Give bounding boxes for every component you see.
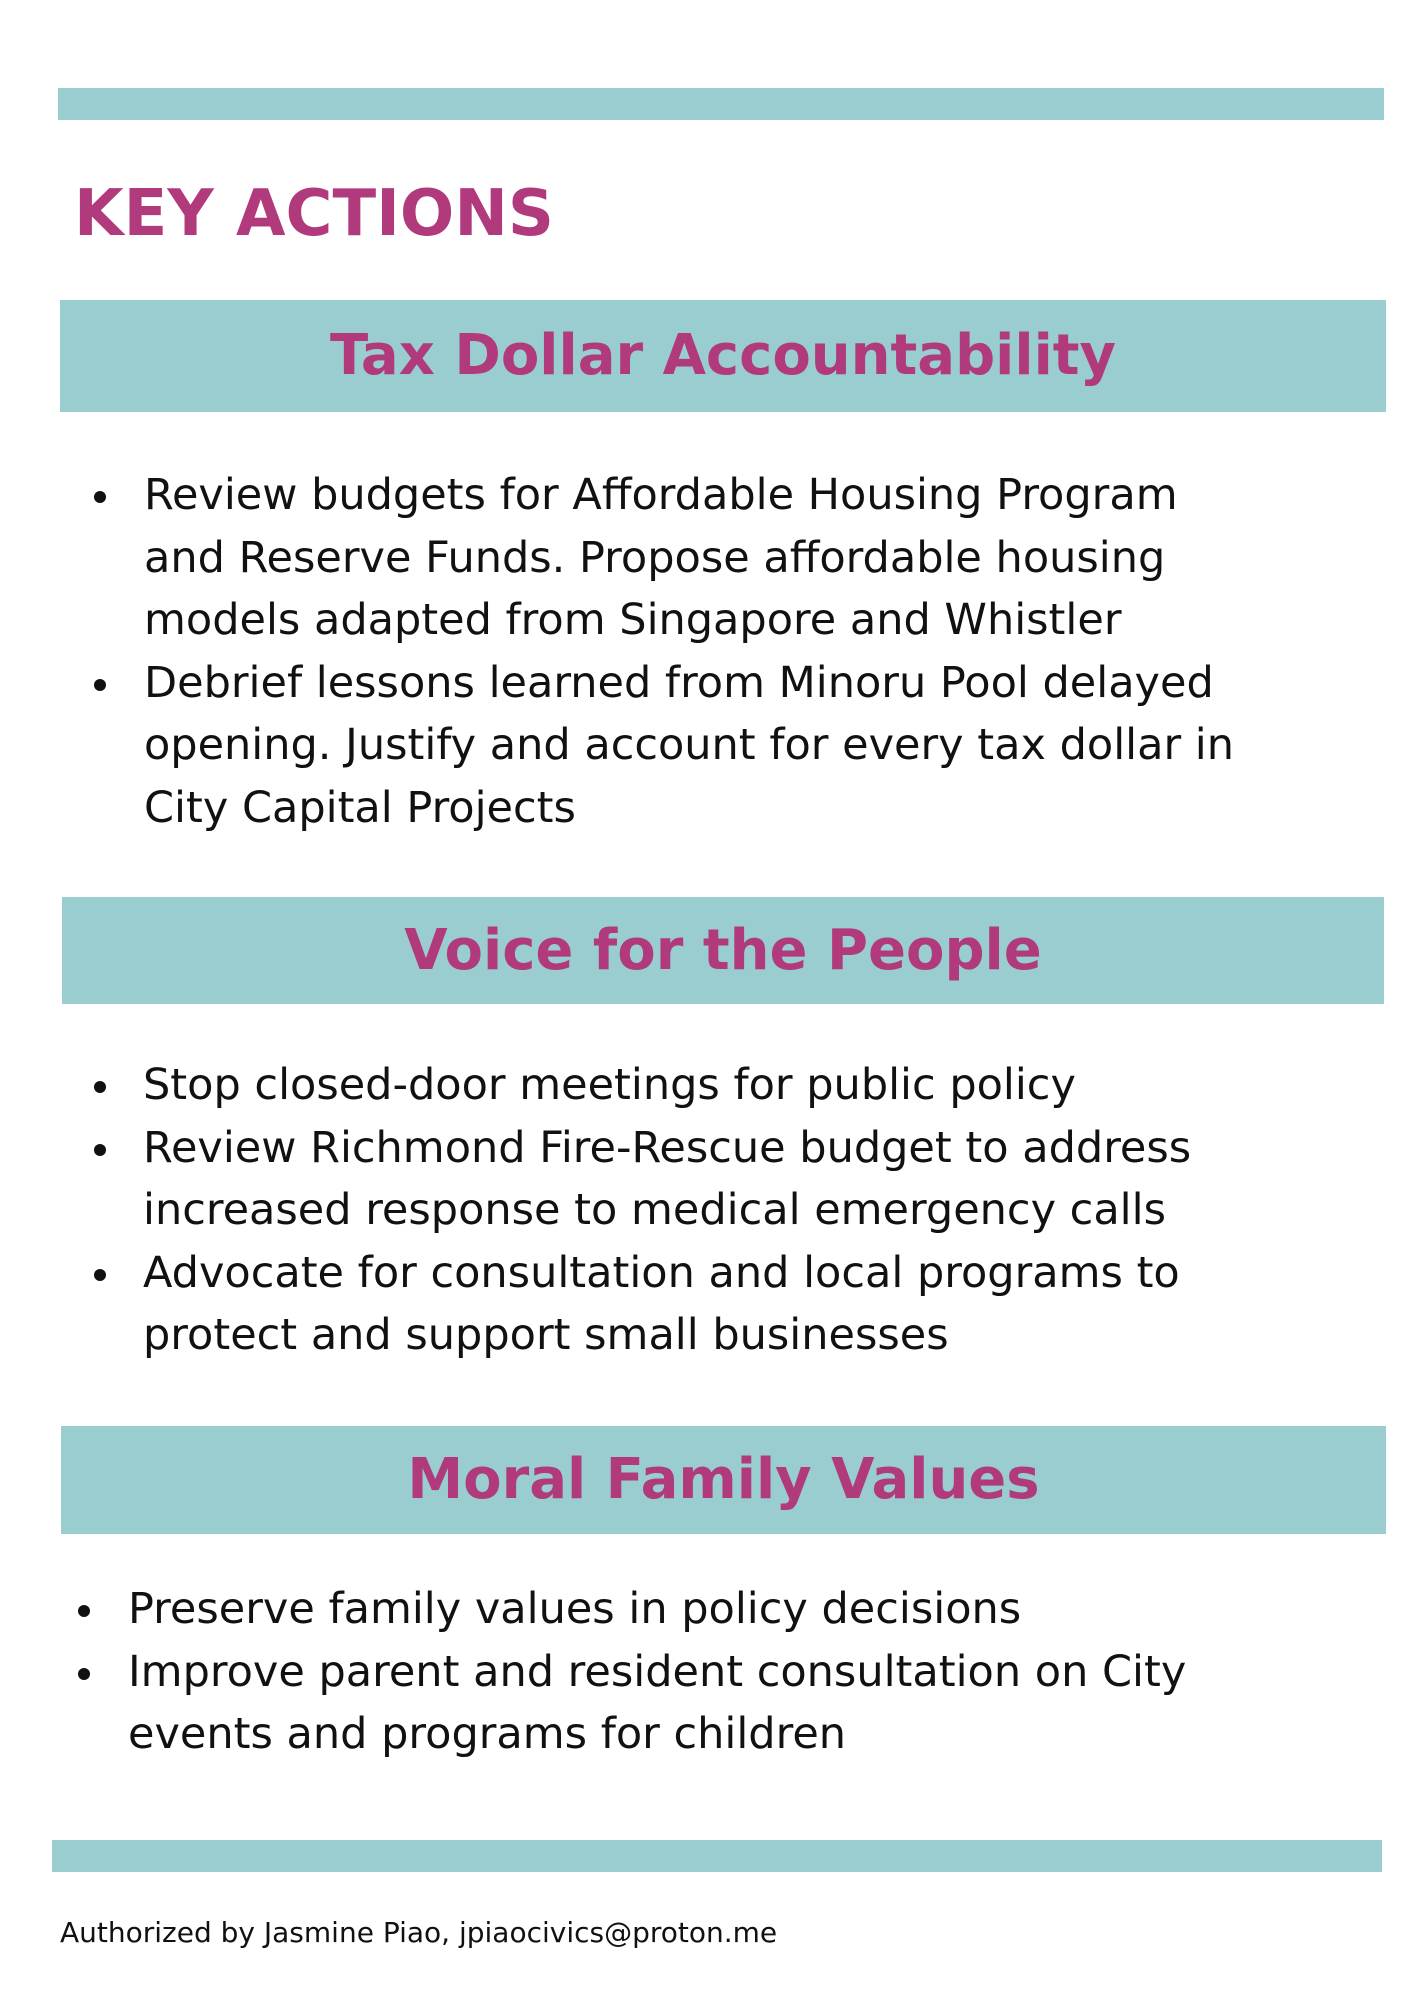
bullet-dot-icon <box>94 1269 106 1281</box>
list-item <box>144 464 1374 652</box>
bullet-dot-icon <box>94 679 106 691</box>
list-item <box>143 1242 1373 1367</box>
page-title: KEY ACTIONS <box>74 177 554 251</box>
bullet-list-moral-family-values <box>128 1578 1378 1766</box>
list-item <box>143 1054 1373 1117</box>
bottom-divider-bar <box>52 1840 1382 1872</box>
section-heading: Moral Family Values <box>407 1447 1040 1512</box>
list-item-text: Improve parent and resident consultation on City events and programs for children <box>128 1646 1187 1759</box>
section-header-voice-for-the-people <box>62 897 1384 1004</box>
bullet-dot-icon <box>78 1605 90 1617</box>
list-item-text: Review Richmond Fire-Rescue budget to address increased response to medical emergency calls <box>143 1122 1192 1235</box>
list-item <box>128 1578 1378 1641</box>
list-item-text: Stop closed-door meetings for public policy <box>143 1060 1076 1110</box>
bullet-dot-icon <box>78 1668 90 1680</box>
list-item-text: Advocate for consultation and local programs to protect and support small businesses <box>143 1247 1180 1360</box>
bullet-dot-icon <box>94 491 106 503</box>
list-item <box>128 1641 1378 1766</box>
list-item-text: Preserve family values in policy decisions <box>128 1584 1022 1634</box>
section-header-tax-dollar-accountability <box>60 300 1386 412</box>
bullet-dot-icon <box>94 1144 106 1156</box>
list-item-text: Debrief lessons learned from Minoru Pool delayed opening. Justify and account for every tax dollar in City Capital Projects <box>144 657 1234 833</box>
bullet-dot-icon <box>94 1081 106 1093</box>
bullet-list-tax-dollar-accountability <box>144 464 1374 839</box>
list-item <box>144 652 1374 840</box>
section-heading: Tax Dollar Accountability <box>329 323 1117 388</box>
list-item-text: Review budgets for Affordable Housing Program and Reserve Funds. Propose affordable housing models adapted from Singapore and Whistler <box>144 470 1178 645</box>
top-divider-bar <box>58 88 1384 120</box>
section-header-moral-family-values <box>61 1426 1386 1534</box>
bullet-list-voice-for-the-people <box>143 1054 1373 1367</box>
section-heading: Voice for the People <box>404 917 1042 983</box>
authorization-footer: Authorized by Jasmine Piao, jpiaocivics@proton.me <box>60 1916 778 1949</box>
list-item <box>143 1117 1373 1242</box>
